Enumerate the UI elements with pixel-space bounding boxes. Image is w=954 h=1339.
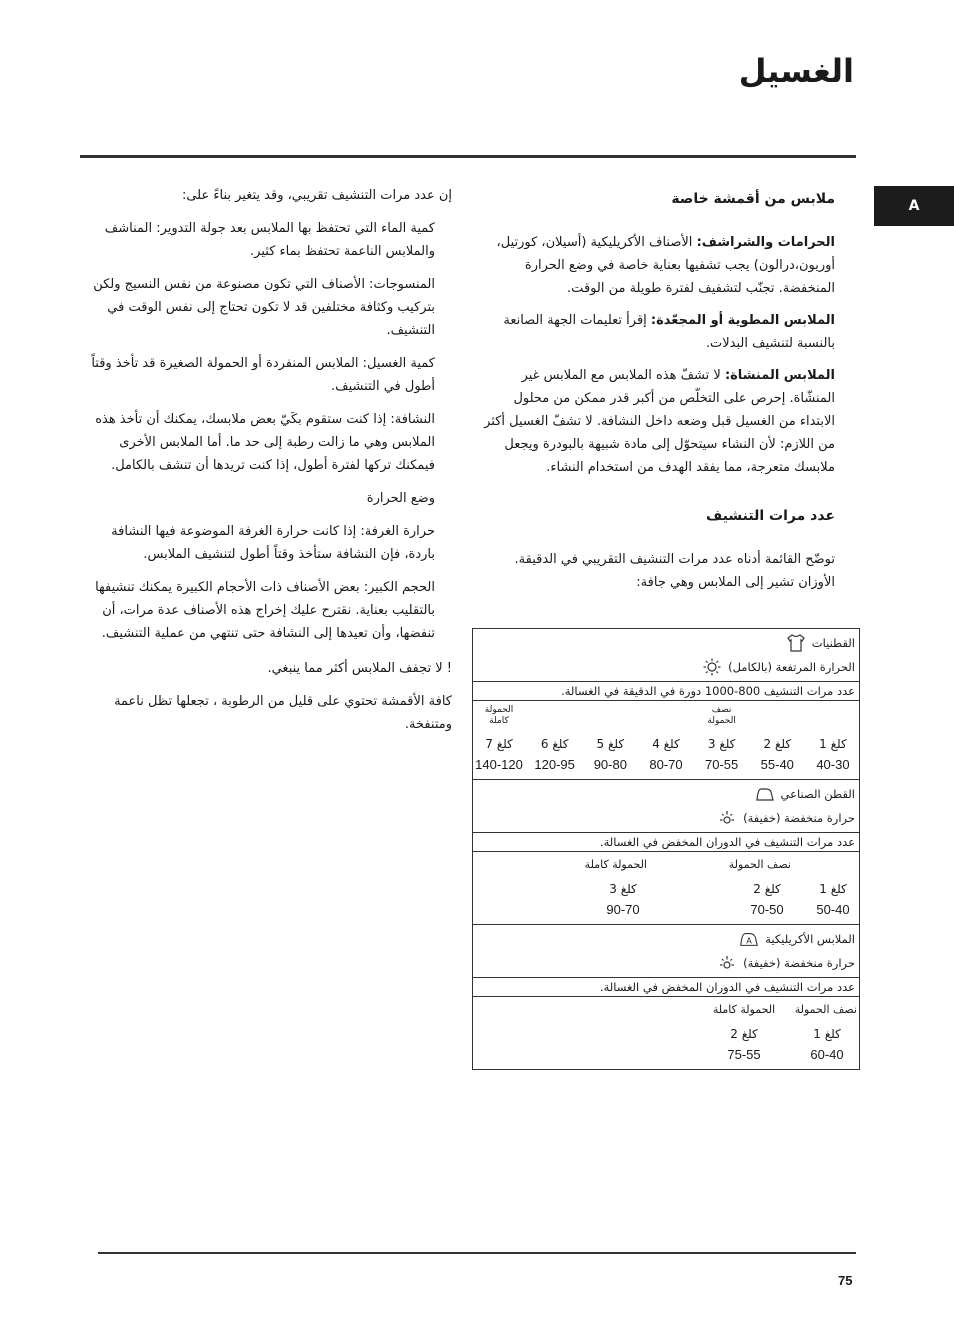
svg-text:A: A: [746, 935, 753, 946]
synthetics-label: القطن الصناعي: [780, 787, 855, 801]
page-title: الغسيل: [738, 52, 854, 90]
fabric-term: الحرامات والشراشف:: [696, 235, 835, 250]
bottom-divider: [98, 1252, 856, 1254]
fabric-term: الملابس المطوية أو المجعّدة:: [650, 313, 835, 328]
fabric-item: [475, 364, 835, 479]
load-weight: 1 كلغ: [813, 1027, 841, 1041]
table-row: [473, 852, 860, 925]
drying-times-intro: توضّح القائمة أدناه عدد مرات التنشيف التقريبي في الدقيقة. الأوزان تشير إلى الملابس وهي جافة:: [514, 552, 835, 590]
load-column: [809, 705, 857, 775]
table-row: [473, 925, 860, 978]
drying-time: 40-30: [816, 757, 850, 772]
cotton-name-row: [477, 631, 855, 655]
load-weight: 2 كلغ: [763, 737, 792, 751]
low-heat-icon: [717, 953, 737, 973]
drying-time: 80-70: [649, 757, 683, 772]
special-fabrics-heading: ملابس من أقمشة خاصة: [671, 191, 835, 207]
load-column: [475, 705, 523, 775]
table-row: [473, 701, 860, 780]
acrylics-name-row: [477, 927, 855, 951]
fabric-item: [475, 309, 835, 355]
table-row: [473, 833, 860, 852]
table-row: [473, 978, 860, 997]
load-weight: 3 كلغ: [707, 737, 736, 751]
load-column: [794, 997, 857, 1065]
synthetics-heat-row: [477, 806, 855, 830]
table-row: [473, 682, 860, 701]
load-column: [698, 705, 746, 775]
load-weight: 2 كلغ: [753, 882, 781, 896]
warning-note: ! لا تجفف الملابس أكثر مما ينبغي.: [267, 661, 452, 676]
factor-paragraph: المنسوجات: الأصناف التي تكون مصنوعة من نفس النسيج ولكن بتركيب وكثافة مختلفين قد لا تكون تحتاج إلى نفس الوقت في التنشيف.: [93, 277, 435, 338]
low-heat-icon: [717, 808, 737, 828]
cotton-heat-row: [477, 655, 855, 679]
table-row: [473, 780, 860, 833]
load-weight: 6 كلغ: [540, 737, 569, 751]
fabric-term: الملابس المنشاة:: [724, 368, 835, 383]
sun-icon: [702, 657, 722, 677]
drying-time: 70-55: [705, 757, 739, 772]
load-weight: 2 كلغ: [730, 1027, 758, 1041]
acrylics-spin-note: عدد مرات التنشيف في الدوران المخفض في الغسالة.: [473, 978, 860, 997]
load-weight: 4 كلغ: [652, 737, 680, 751]
top-divider: [80, 155, 856, 158]
load-weight: 7 كلغ: [485, 737, 513, 751]
drying-time: 75-55: [727, 1047, 761, 1062]
factors-intro: إن عدد مرات التنشيف تقريبي، وقد يتغير بناءً على:: [181, 188, 452, 203]
drying-time: 140-120: [475, 757, 523, 772]
full-load-label: الحمولة كاملة: [584, 858, 647, 871]
drying-time: 50-40: [816, 902, 850, 917]
special-fabrics-section: [475, 188, 835, 594]
fabric-text: إقرأ تعليمات الجهة الصانعة بالنسبة لتنشيف البدلات.: [503, 313, 835, 351]
load-weight: 1 كلغ: [819, 737, 847, 751]
drying-time: 90-70: [606, 902, 640, 917]
acrylics-loads: [473, 997, 859, 1069]
drying-time: 120-95: [534, 757, 575, 772]
synthetics-heat-label: حرارة منخفضة (خفيفة): [743, 811, 855, 825]
load-column: [753, 705, 801, 775]
load-column: [709, 997, 779, 1065]
synthetics-name-row: [477, 782, 855, 806]
load-weight: 5 كلغ: [596, 737, 625, 751]
iron-icon: [755, 784, 775, 804]
factor-paragraph: الحجم الكبير: بعض الأصناف ذات الأحجام الكبيرة يمكنك تنشيفها بالتقليب بعناية. نقترح عليك إخراج هذه الأصناف عدة مرات، أن تنفضها، وأن تعيدها إلى النشافة حتى تنتهي من عملية التنشيف.: [95, 580, 435, 641]
load-column: [584, 852, 647, 920]
drying-time: 60-40: [810, 1047, 844, 1062]
factor-paragraph: حرارة الغرفة: إذا كانت حرارة الغرفة الموضوعة فيها النشافة باردة، فإن النشافة ستأخذ وقتاً أطول لتنشيف الملابس.: [111, 524, 435, 562]
cotton-spin-note: عدد مرات التنشيف 800-1000 دورة في الدقيقة في الغسالة.: [473, 682, 860, 701]
drying-time: 70-50: [750, 902, 784, 917]
drying-time: 90-80: [593, 757, 627, 772]
load-weight: 1 كلغ: [819, 882, 847, 896]
table-row: [473, 997, 860, 1070]
fabric-item: [475, 231, 835, 300]
fabric-text: الأصناف الأكريليكية (أسيلان، كورتيل، أوريون،درالون) يجب تشفيها بعناية خاصة في وضع الحرارة المنخفضة. تجنّب لتشفيف لفترة طويلة من الوقت.: [496, 235, 835, 296]
acrylics-heat-label: حرارة منخفضة (خفيفة): [743, 956, 855, 970]
cotton-heat-label: الحرارة المرتفعة (بالكامل): [728, 660, 855, 674]
drying-factors-section: [82, 184, 452, 736]
acrylic-label-icon: [739, 929, 759, 949]
page-number: 75: [838, 1273, 853, 1288]
drying-time: 55-40: [760, 757, 794, 772]
drying-times-heading: عدد مرات التنشيف: [706, 508, 835, 524]
factor-paragraph: كمية الماء التي تحتفظ بها الملابس بعد جولة التدوير: المناشف والملابس الناعمة تحتفظ بماء كثير.: [104, 221, 435, 259]
half-load-label: نصف الحمولة: [707, 705, 736, 726]
factor-paragraph: كمية الغسيل: الملابس المنفردة أو الحمولة الصغيرة قد تأخذ وقتاً أطول في التنشيف.: [91, 356, 435, 394]
load-column: [809, 852, 857, 920]
section-tab: A: [874, 186, 954, 226]
drying-times-table: [472, 628, 860, 1070]
load-column: [642, 705, 690, 775]
synthetics-spin-note: عدد مرات التنشيف في الدوران المخفض في الغسالة.: [473, 833, 860, 852]
factor-paragraph: النشافة: إذا كنت ستقوم بكَيّ بعض ملابسك، يمكنك أن تأخذ هذه الملابس وهي ما زالت رطبة إلى حد ما. أما الملابس الأخرى فيمكنك تركها لفترة أطول، إذا كنت تريدها أن تنشف بالكامل.: [95, 412, 435, 473]
load-column: [531, 705, 579, 775]
load-column: [728, 852, 791, 920]
table-row: [473, 629, 860, 682]
full-load-label: الحمولة كاملة: [484, 705, 514, 726]
full-load-label: الحمولة كاملة: [712, 1003, 776, 1016]
cotton-loads: [475, 703, 857, 777]
factor-heading: وضع الحرارة: [366, 491, 435, 506]
half-load-label: نصف الحمولة: [794, 1003, 857, 1016]
factor-paragraph: كافة الأقمشة تحتوي على قليل من الرطوبة ، تجعلها تظل ناعمة ومتنفخة.: [114, 694, 452, 732]
cotton-label: القطنيات: [811, 636, 855, 650]
shirt-icon: [786, 633, 806, 653]
synthetics-loads: [473, 852, 859, 924]
acrylics-label: الملابس الأكريليكية: [765, 932, 855, 946]
acrylics-heat-row: [477, 951, 855, 975]
load-weight: 3 كلغ: [609, 882, 637, 896]
fabric-text: لا تشفّ هذه الملابس مع الملابس غير المنشّاة. إحرص على التخلّص من أكبر قدر ممكن من محلول الابتداء من الغسيل قبل وضعه داخل النشافة. لا تشفّ الغسيل أكثر من اللازم: لأن النشاء سيتحوّل إلى مادة شبيهة بالبودرة ويجعل ملابسك متعرجة، مما يفقد الهدف من استخدام النشاء.: [484, 368, 835, 475]
half-load-label: نصف الحمولة: [728, 858, 791, 871]
load-column: [586, 705, 634, 775]
